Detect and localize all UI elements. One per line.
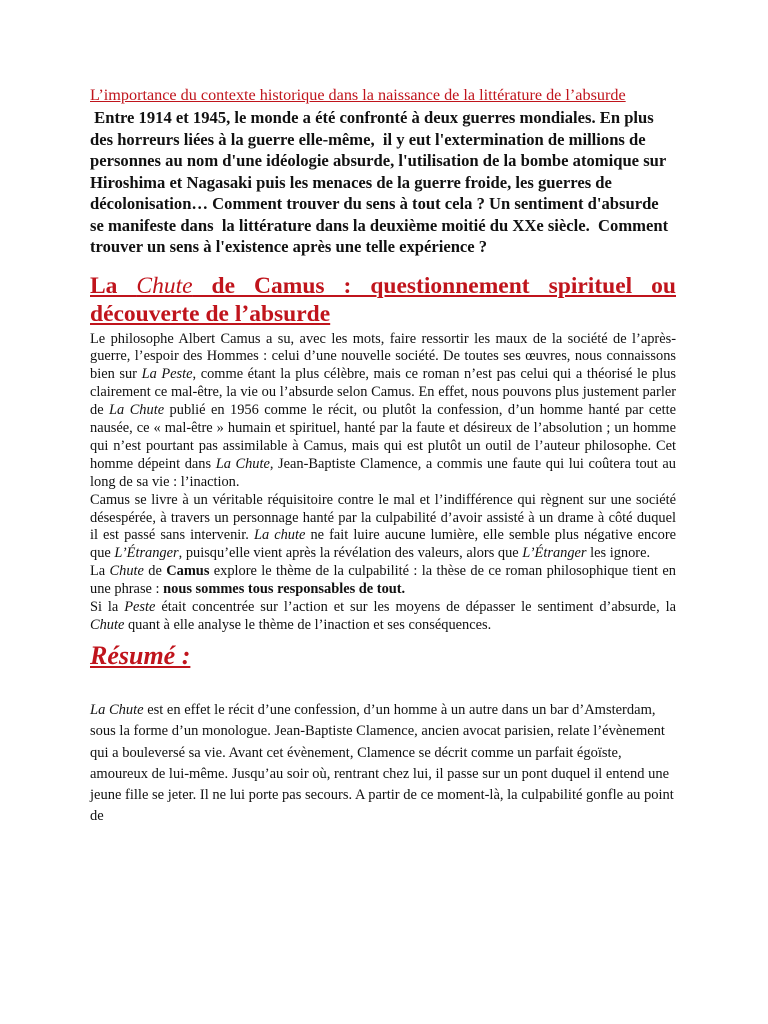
p3-text-a: La (90, 563, 110, 580)
p2-text-g: les ignore. (586, 545, 651, 562)
p2-italic-etranger: L’Étranger (114, 545, 179, 562)
paragraph-2 (90, 492, 676, 564)
p1-italic-la-peste: La Peste (141, 366, 193, 383)
p4-italic-chute: Chute (90, 617, 125, 633)
heading-part-3: de Camus : questionnement spirituel ou découverte de l’absurde (90, 272, 676, 327)
paragraph-4 (90, 599, 676, 635)
p2-text-e: , puisqu’elle vient après la révélation des valeurs, alors que (178, 545, 523, 562)
paragraph-1 (90, 331, 676, 492)
resume-heading: Résumé : (90, 640, 191, 670)
p4-italic-peste: Peste (124, 599, 156, 616)
paragraph-3 (90, 563, 676, 599)
document-content (90, 86, 676, 828)
p3-bold-thesis: nous sommes tous responsables de tout. (163, 581, 406, 598)
body-text (90, 331, 676, 635)
p4-text-a: Si la (90, 599, 125, 616)
intro-paragraph: Entre 1914 et 1945, le monde a été confronté à deux guerres mondiales. En plus des horreurs liées à la guerre elle-même, il y eut l'extermination de millions de personnes au nom d'une idéologie absurde, l'utilisation de la bombe atomique sur Hiroshima et Nagasaki puis les menaces de la guerre froide, les guerres de décolonisation… Comment trouver du sens à tout cela ? Un sentiment d'absurde se manifeste dans la littérature dans la deuxième moitié du XXe siècle. Comment trouver un sens à l'existence après une telle expérience ? (90, 108, 673, 256)
summary-italic-la-chute: La Chute (90, 701, 144, 718)
p3-text-e: explore le thème de la culpabilité : la thèse de ce roman philosophique tient en une phrase : (90, 563, 677, 598)
p1-text-a: Le philosophe Albert Camus a su, avec les mots, faire ressortir les maux de la société de l’après-guerre, l’espoir des Hommes : celui d’une nouvelle société. De toutes ses œuvres, nous connaissons bien sur (90, 330, 676, 383)
summary-text: est en effet le récit d’une confession, d’un homme à un autre dans un bar d’Amsterdam, sous la forme d’un monologue. Jean-Baptiste Clamence, ancien avocat parisien, relate l’évènement qui a bouleversé sa vie. Avant cet évènement, Clamence se décrit comme un parfait égoïste, amoureux de lui-même. Jusqu’au soir où, rentrant chez lui, il passe sur un pont duquel il entend une jeune fille se jeter. Il ne lui porte pas secours. A partir de ce moment-là, la culpabilité gonfle au point de (90, 701, 674, 825)
summary-paragraph (90, 700, 676, 828)
p1-text-e: publié en 1956 comme le récit, ou plutôt la confession, d’un homme hanté par cette nausée, ce « mal-être » humain et spirituel, hanté par la faute et désireux de l’absolution ; un homme qui n’est pourtant pas assimilable à Camus, mais qui est plutôt un outil de l’auteur philosophe. Cet homme dépeint dans (90, 402, 676, 472)
p3-text-c: de (143, 563, 167, 580)
p3-bold-camus: Camus (166, 563, 210, 580)
main-heading (90, 272, 676, 328)
p4-text-e: quant à elle analyse le thème de l’inaction et ses conséquences. (124, 617, 492, 633)
p1-text-g: , Jean-Baptiste Clamence, a commis une faute qui lui coûtera tout au long de sa vie : l’inaction. (90, 455, 677, 490)
p4-text-c: était concentrée sur l’action et sur les moyens de dépasser le sentiment d’absurde, la (155, 599, 676, 616)
p1-italic-la-chute: La Chute (109, 402, 165, 419)
p1-italic-la-chute-2: La Chute (215, 455, 270, 472)
p2-italic-la-chute: La chute (253, 527, 306, 544)
section-title: L’importance du contexte historique dans la naissance de la littérature de l’absurde (90, 86, 626, 104)
heading-title-italic: Chute (136, 272, 193, 299)
heading-part-1: La (90, 272, 137, 299)
p2-text-c: ne fait luire aucune lumière, elle semble plus négative encore que (90, 527, 676, 562)
p1-text-c: , comme étant la plus célèbre, mais ce roman n’est pas celui qui a théorisé le plus clairement ce mal-être, la vie ou l’absurde selon Camus. En effet, nous pouvons plus justement parler de (90, 366, 676, 419)
p2-italic-etranger-2: L’Étranger (522, 545, 587, 562)
p3-italic-chute: Chute (109, 563, 144, 580)
p2-text-a: Camus se livre à un véritable réquisitoire contre le mal et l’indifférence qui règnent sur une société désespérée, à travers un personnage hanté par la culpabilité d’avoir assisté à un drame à côté duquel il est passé sans intervenir. (90, 491, 676, 544)
